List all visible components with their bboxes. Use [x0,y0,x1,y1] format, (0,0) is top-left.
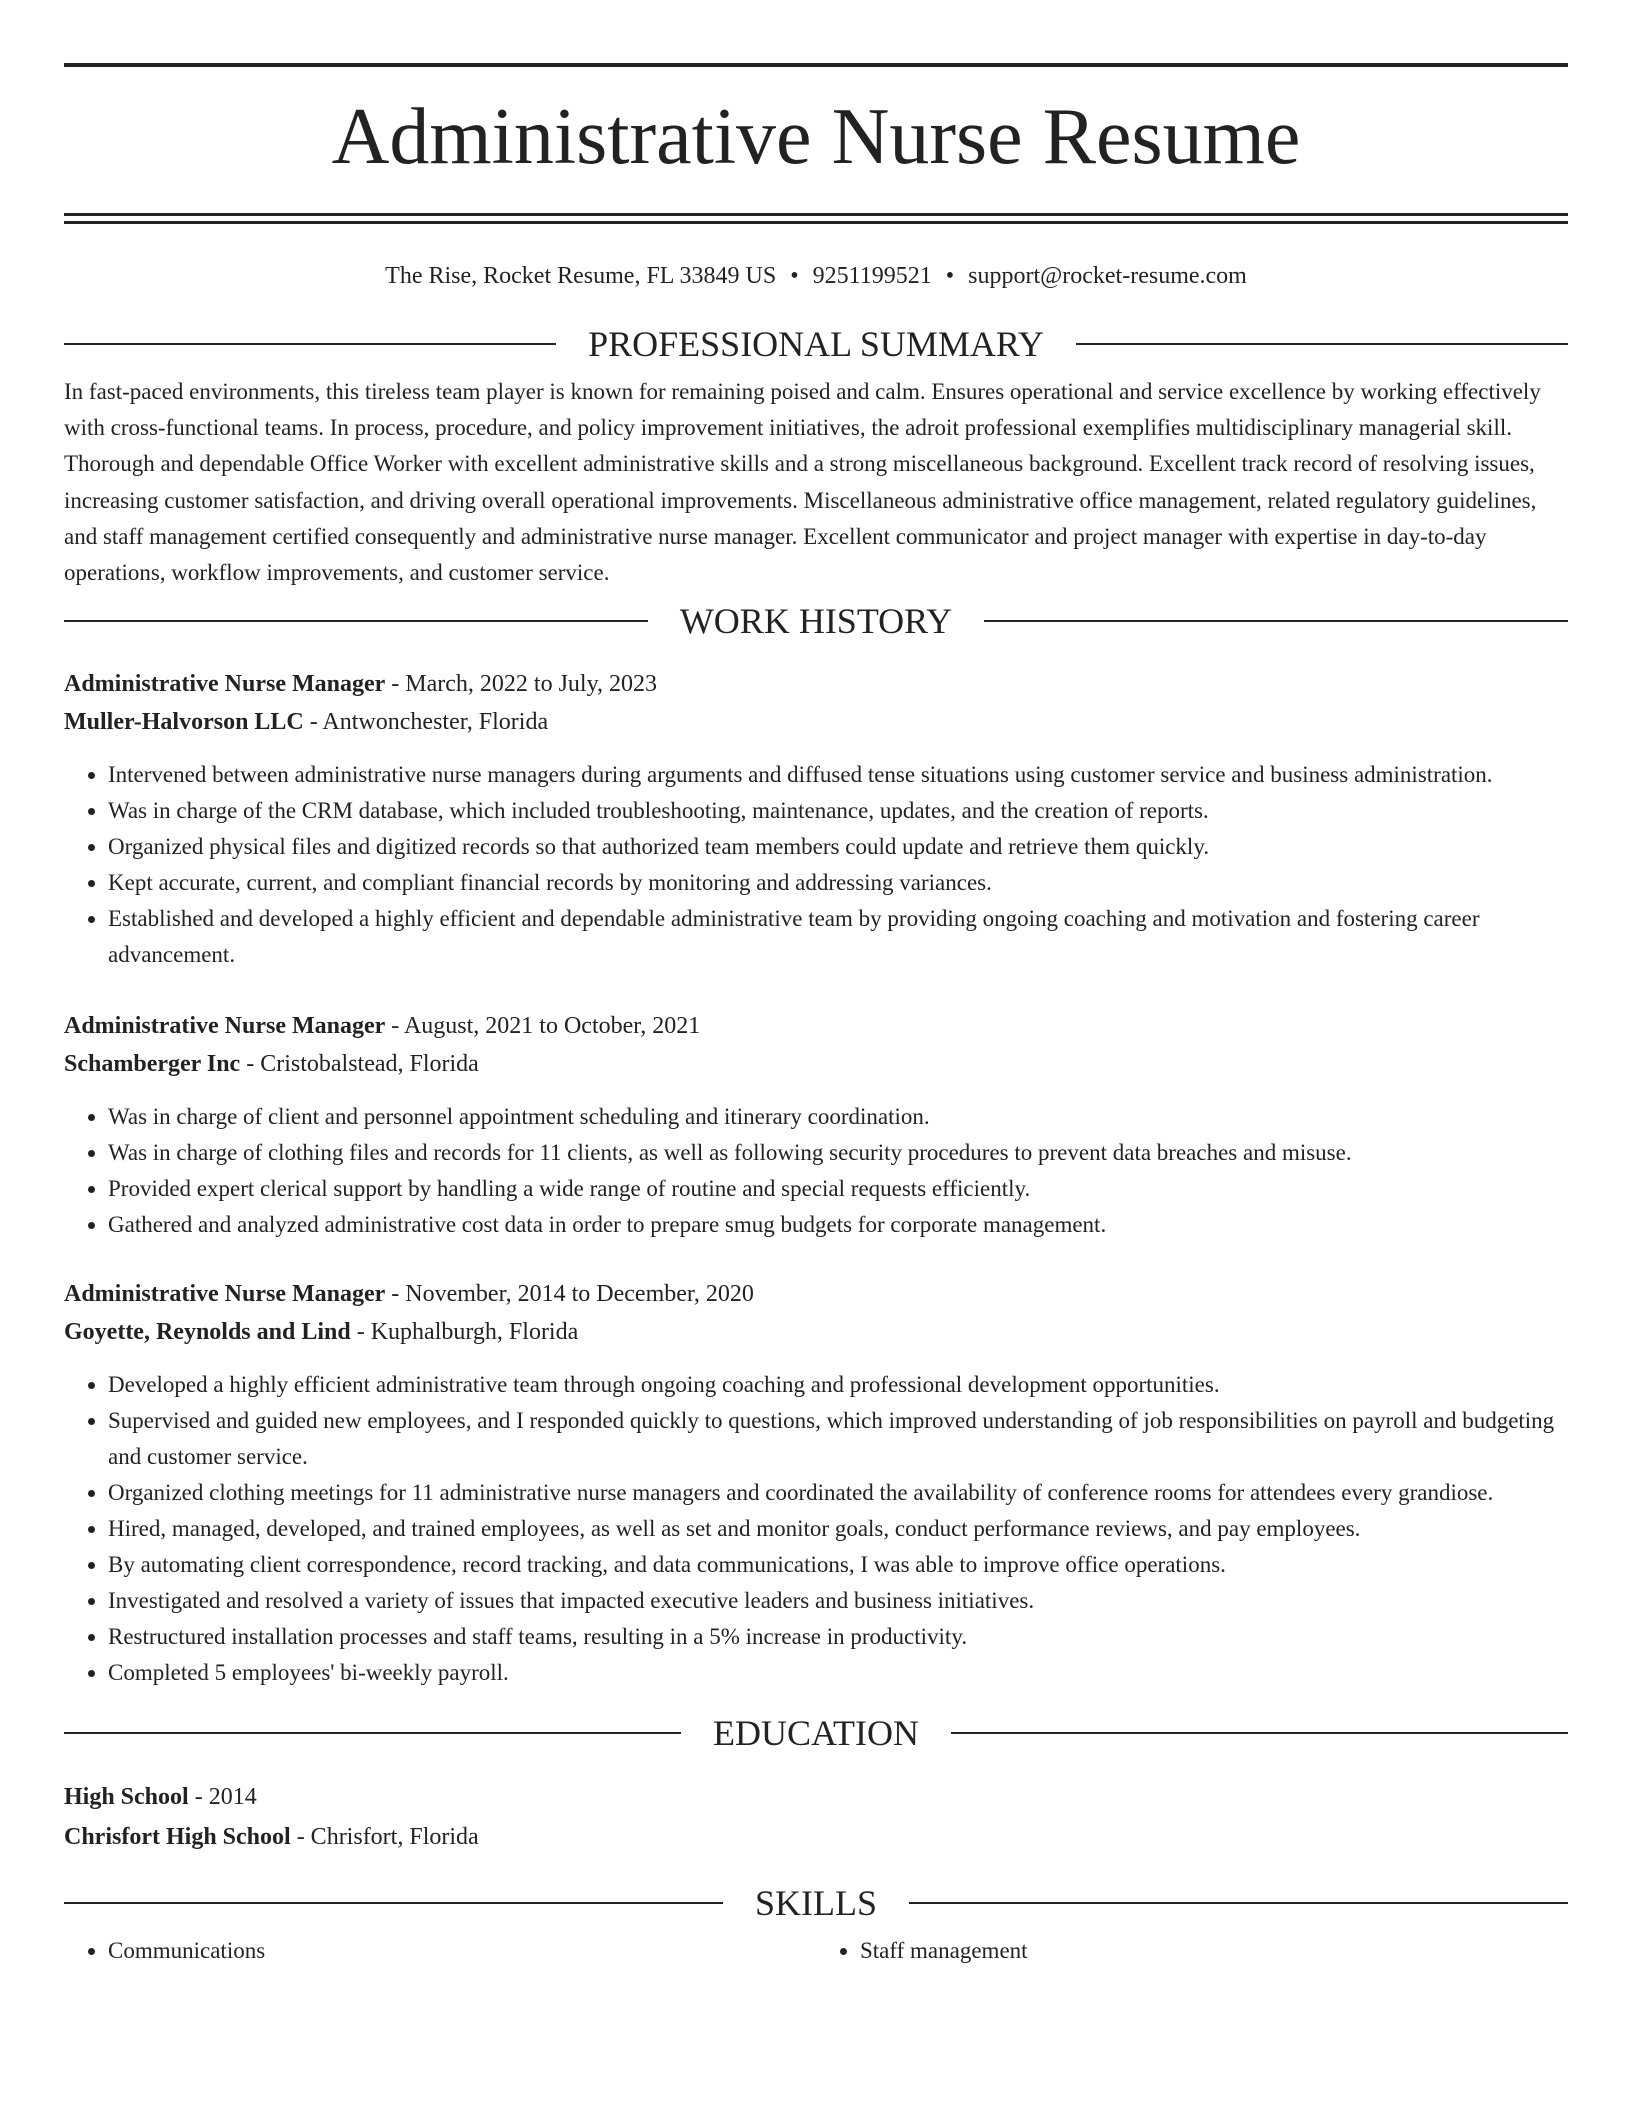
job-bullet: • Completed 5 employees' bi-weekly payroll. [108,1655,1568,1691]
education-location: - Chrisfort, Florida [296,1824,479,1851]
section-header-summary [64,326,1568,362]
section-rule-left [64,343,556,345]
job-title-line [64,665,1568,703]
section-title-work-history: WORK HISTORY [679,601,953,642]
section-rule-right [909,1902,1568,1904]
section-rule-left [64,1902,723,1904]
contact-separator: • [945,263,955,289]
job-title: Administrative Nurse Manager [64,671,386,698]
section-header-work-history [64,601,1568,642]
education-school-line [64,1817,1568,1857]
job-bullet: • Developed a highly efficient administrative team through ongoing coaching and professional development opportunities. [108,1367,1568,1403]
job-bullets [64,1367,1568,1691]
section-rule-left [64,620,648,622]
skills-column-right [816,1933,1568,1969]
job-bullet: • Provided expert clerical support by handling a wide range of routine and special requests efficiently. [108,1171,1568,1207]
job-bullets [64,757,1568,973]
resume-page [64,0,1568,1969]
summary-paragraph: In fast-paced environments, this tireless team player is known for remaining poised and calm. Ensures operational and service excellence by working effectively with cross-functional teams. In process, procedure, and policy improvement initiatives, the adroit professional exemplifies multidisciplinary managerial skill. Thorough and dependable Office Worker with excellent administrative skills and a strong miscellaneous background. Excellent track record of resolving issues, increasing customer satisfaction, and driving overall operational improvements. Miscellaneous administrative office management, related regulatory guidelines, and staff management certified consequently and administrative nurse manager. Excellent communicator and project manager with expertise in day-to-day operations, workflow improvements, and customer service. [64,379,1541,586]
section-rule-right [951,1732,1568,1734]
job-entry [64,665,1568,973]
job-dates: - November, 2014 to December, 2020 [391,1281,754,1308]
section-rule-right [984,620,1568,622]
job-bullet: • Kept accurate, current, and compliant financial records by monitoring and addressing variances. [108,865,1568,901]
job-title: Administrative Nurse Manager [64,1281,386,1308]
section-title-skills: SKILLS [755,1883,878,1924]
job-company-line [64,703,1568,741]
job-entry [64,1275,1568,1691]
skills-column-left [64,1933,816,1969]
job-location: - Cristobalstead, Florida [246,1051,479,1078]
job-bullet: • Supervised and guided new employees, and I responded quickly to questions, which improved understanding of job responsibilities on payroll and budgeting and customer service. [108,1403,1568,1475]
job-dates: - March, 2022 to July, 2023 [391,671,658,698]
skill-item: • Staff management [860,1933,1568,1969]
job-company-line [64,1313,1568,1351]
job-title-line [64,1275,1568,1313]
skill-item: • Communications [108,1933,816,1969]
job-company: Schamberger Inc [64,1051,241,1078]
education-entry [64,1777,1568,1857]
job-bullet: • Intervened between administrative nurse managers during arguments and diffused tense situations using customer service and business administration. [108,757,1568,793]
job-bullet: • By automating client correspondence, record tracking, and data communications, I was able to improve office operations. [108,1547,1568,1583]
job-entry [64,1007,1568,1243]
job-bullet: • Organized clothing meetings for 11 administrative nurse managers and coordinated the availability of conference rooms for attendees every grandiose. [108,1475,1568,1511]
contact-email: support@rocket-resume.com [968,263,1247,289]
title-double-rule [64,213,1568,224]
education-degree: High School [64,1784,189,1811]
job-company: Goyette, Reynolds and Lind [64,1319,351,1346]
section-rule-left [64,1732,681,1734]
job-bullet: • Established and developed a highly efficient and dependable administrative team by providing ongoing coaching and motivation and fostering career advancement. [108,901,1568,973]
job-bullet: • Organized physical files and digitized records so that authorized team members could update and retrieve them quickly. [108,829,1568,865]
job-bullet: • Restructured installation processes and staff teams, resulting in a 5% increase in productivity. [108,1619,1568,1655]
job-company-line [64,1045,1568,1083]
job-bullets [64,1099,1568,1243]
job-location: - Antwonchester, Florida [309,709,549,736]
education-degree-line [64,1777,1568,1817]
job-bullet: • Investigated and resolved a variety of issues that impacted executive leaders and business initiatives. [108,1583,1568,1619]
education-school: Chrisfort High School [64,1824,291,1851]
job-title: Administrative Nurse Manager [64,1013,386,1040]
resume-title: Administrative Nurse Resume [331,93,1301,181]
job-bullet: • Was in charge of the CRM database, which included troubleshooting, maintenance, updates, and the creation of reports. [108,793,1568,829]
contact-line [64,260,1568,292]
section-rule-right [1076,343,1568,345]
section-title-education: EDUCATION [713,1713,919,1754]
job-bullet: • Was in charge of clothing files and records for 11 clients, as well as following security procedures to prevent data breaches and misuse. [108,1135,1568,1171]
contact-separator: • [790,263,799,289]
section-header-education [64,1713,1568,1754]
job-bullet: • Was in charge of client and personnel appointment scheduling and itinerary coordination. [108,1099,1568,1135]
job-company: Muller-Halvorson LLC [64,709,304,736]
job-location: - Kuphalburgh, Florida [356,1319,579,1346]
job-title-line [64,1007,1568,1045]
job-bullet: • Gathered and analyzed administrative cost data in order to prepare smug budgets for corporate management. [108,1207,1568,1243]
job-bullet: • Hired, managed, developed, and trained employees, as well as set and monitor goals, conduct performance reviews, and pay employees. [108,1511,1568,1547]
job-dates: - August, 2021 to October, 2021 [391,1013,701,1040]
contact-phone: 9251199521 [812,263,932,289]
skills-list [64,1933,1568,1969]
section-title-summary: PROFESSIONAL SUMMARY [588,324,1044,364]
contact-address: The Rise, Rocket Resume, FL 33849 US [385,263,777,289]
section-header-skills [64,1883,1568,1924]
education-year: - 2014 [194,1784,257,1811]
